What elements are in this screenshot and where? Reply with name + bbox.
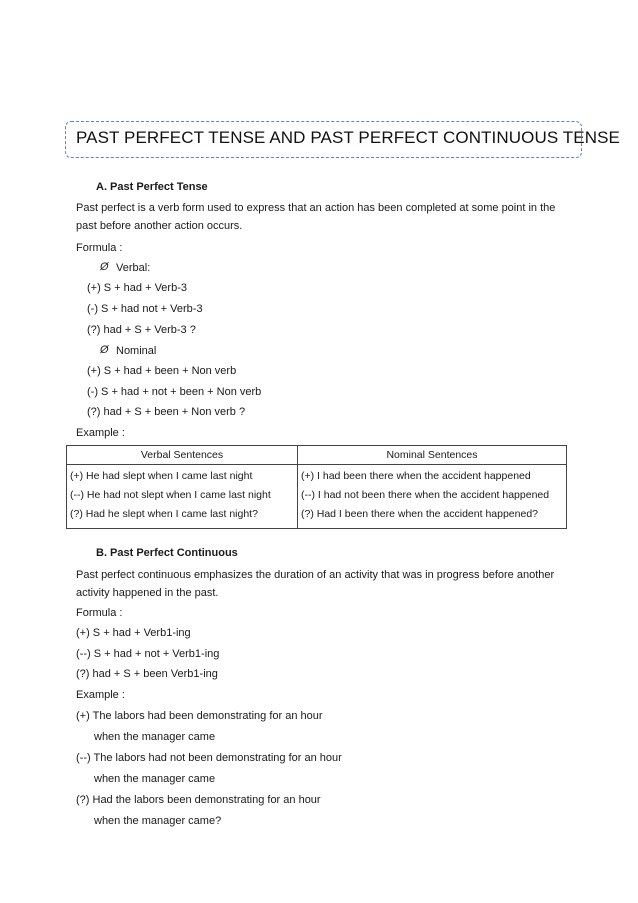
table-header-nominal: Nominal Sentences xyxy=(298,446,567,465)
page-title: PAST PERFECT TENSE AND PAST PERFECT CONTINUOUS TENSE xyxy=(76,128,620,147)
table-cell-nominal xyxy=(298,465,567,529)
continuous-formula-question: (?) had + S + been Verb1-ing xyxy=(76,668,218,680)
nominal-formula-negative: (-) S + had + not + been + Non verb xyxy=(87,386,262,398)
continuous-formula-negative: (--) S + had + not + Verb1-ing xyxy=(76,648,220,660)
example-table xyxy=(66,445,567,529)
verbal-example-question: (?) Had he slept when I came last night? xyxy=(70,508,258,520)
table-header-row xyxy=(67,446,567,465)
section-b-formula-label: Formula : xyxy=(76,607,123,619)
section-a-formula-label: Formula : xyxy=(76,242,123,254)
verbal-example-negative: (--) He had not slept when I came last night xyxy=(70,489,271,501)
table-header-verbal: Verbal Sentences xyxy=(67,446,298,465)
continuous-formula-positive: (+) S + had + Verb1-ing xyxy=(76,627,191,639)
continuous-example-positive: (+) The labors had been demonstrating for an hour xyxy=(76,710,323,722)
verbal-formula-positive: (+) S + had + Verb-3 xyxy=(87,282,187,294)
section-b-example-label: Example : xyxy=(76,689,125,701)
continuous-example-negative-cont: when the manager came xyxy=(94,773,216,785)
nominal-formula-positive: (+) S + had + been + Non verb xyxy=(87,365,237,377)
verbal-formula-negative: (-) S + had not + Verb-3 xyxy=(87,303,203,315)
continuous-example-question: (?) Had the labors been demonstrating for an hour xyxy=(76,794,321,806)
section-b-description-line-1: Past perfect continuous emphasizes the duration of an activity that was in progress before another xyxy=(76,569,555,581)
section-b-description-line-2: activity happened in the past. xyxy=(76,587,219,599)
section-a-example-label: Example : xyxy=(76,427,125,439)
continuous-example-negative: (--) The labors had not been demonstrating for an hour xyxy=(76,752,342,764)
nominal-example-positive: (+) I had been there when the accident happened xyxy=(301,470,531,482)
table-row xyxy=(67,465,567,529)
continuous-example-question-cont: when the manager came? xyxy=(94,815,222,827)
table-cell-verbal xyxy=(67,465,298,529)
nominal-example-question: (?) Had I been there when the accident happened? xyxy=(301,508,539,520)
section-a-description-line-1: Past perfect is a verb form used to express that an action has been completed at some point in the xyxy=(76,202,556,214)
bullet-icon: Ø xyxy=(100,261,109,273)
nominal-example-negative: (--) I had not been there when the accident happened xyxy=(301,489,550,501)
nominal-formula-question: (?) had + S + been + Non verb ? xyxy=(87,406,246,418)
verbal-label: Verbal: xyxy=(116,262,151,274)
nominal-label: Nominal xyxy=(116,345,157,357)
verbal-formula-question: (?) had + S + Verb-3 ? xyxy=(87,324,196,336)
section-b-heading: B. Past Perfect Continuous xyxy=(96,547,238,559)
bullet-icon: Ø xyxy=(100,344,109,356)
section-a-description-line-2: past before another action occurs. xyxy=(76,220,243,232)
continuous-example-positive-cont: when the manager came xyxy=(94,731,216,743)
verbal-example-positive: (+) He had slept when I came last night xyxy=(70,470,253,482)
section-a-heading: A. Past Perfect Tense xyxy=(96,181,208,193)
